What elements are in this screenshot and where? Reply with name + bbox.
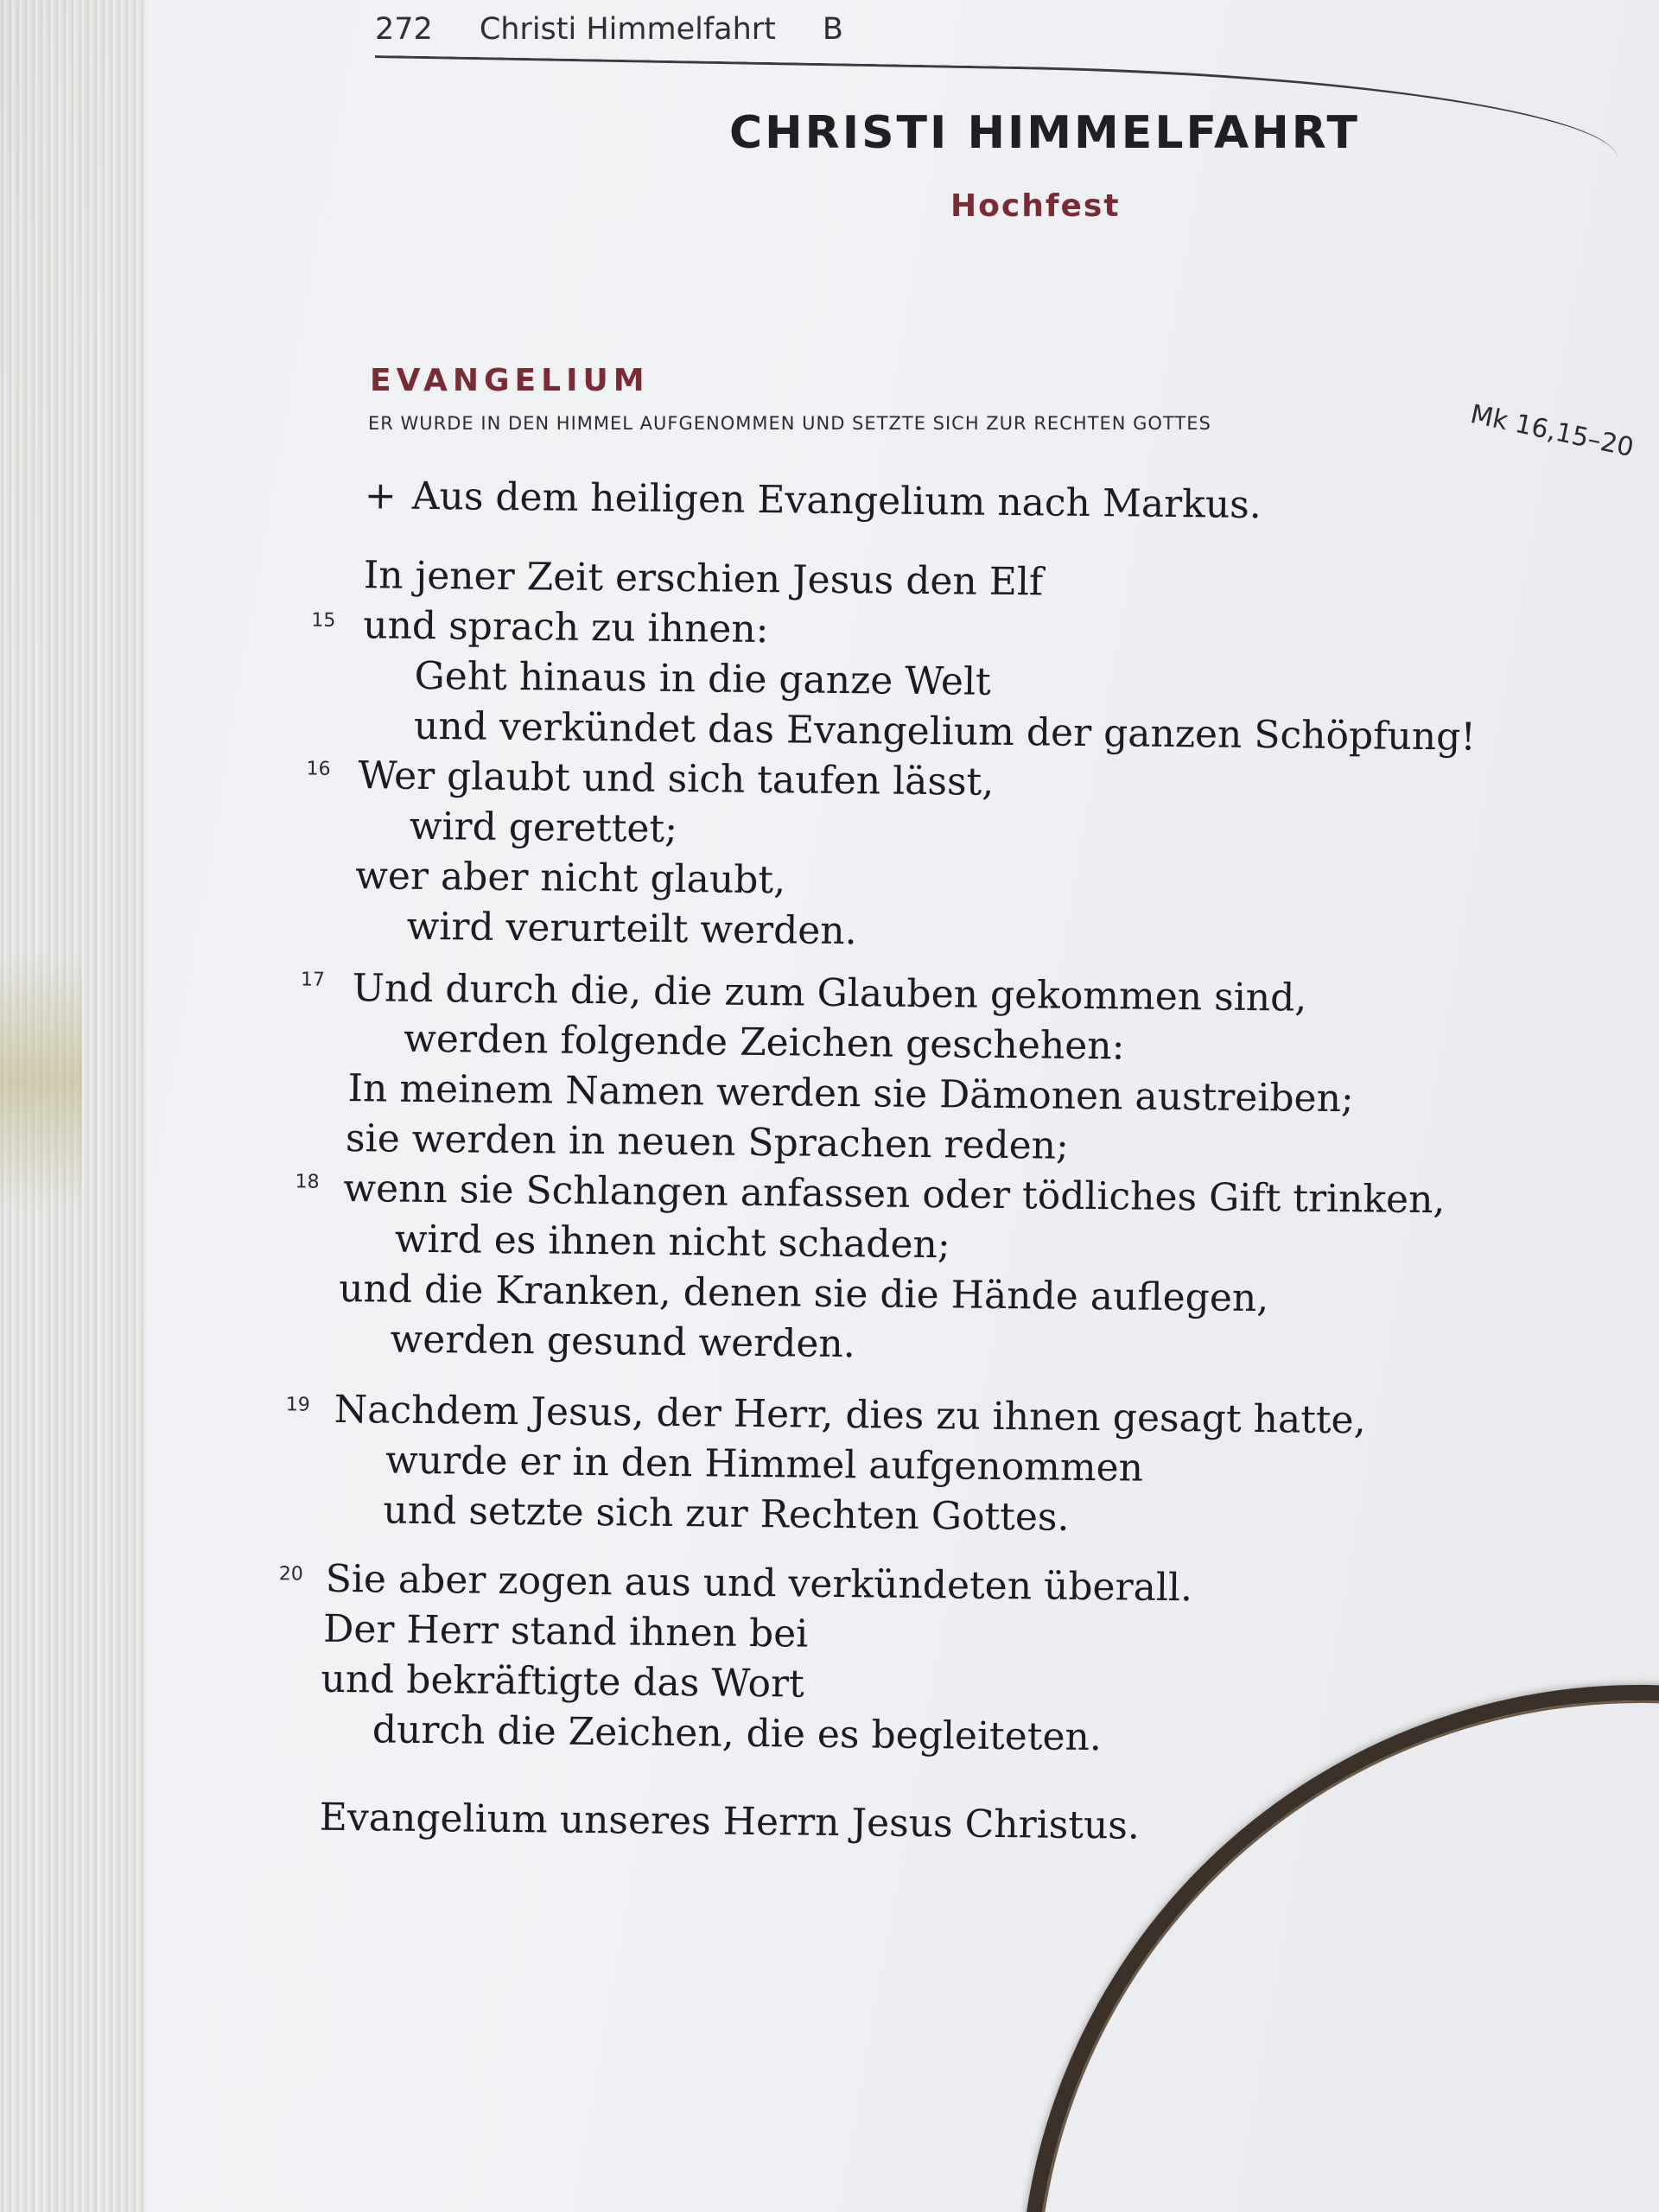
verse-line: Der Herr stand ihnen bei xyxy=(322,1606,809,1656)
verse-line: Nachdem Jesus, der Herr, dies zu ihnen gesagt hatte, xyxy=(334,1387,1366,1443)
verse-line: Sie aber zogen aus und verkündeten überall. xyxy=(325,1556,1193,1611)
page-number: 272 xyxy=(375,12,433,47)
verse-line: wenn sie Schlangen anfassen oder tödliches Gift trinken, xyxy=(343,1166,1446,1223)
section-heading: EVANGELIUM xyxy=(370,363,650,398)
verse-line: und sprach zu ihnen: xyxy=(363,603,769,652)
page-title: CHRISTI HIMMELFAHRT xyxy=(729,107,1360,159)
verse-number: 17 xyxy=(300,969,326,991)
verse-line: sie werden in neuen Sprachen reden; xyxy=(345,1116,1070,1168)
verse-line: Geht hinaus in die ganze Welt xyxy=(414,653,992,704)
verse-line: und bekräftigte das Wort xyxy=(321,1656,805,1707)
verse-line: wurde er in den Himmel aufgenommen xyxy=(385,1438,1144,1491)
verse-line: und verkündet das Evangelium der ganzen Schöpfung! xyxy=(413,703,1477,760)
verse-number: 18 xyxy=(295,1171,320,1193)
verse-line: durch die Zeichen, die es begleiteten. xyxy=(372,1707,1103,1760)
scripture-reference: Mk 16,15–20 xyxy=(1467,399,1637,464)
verse-line: Wer glaubt und sich taufen lässt, xyxy=(358,753,995,804)
verse-line: wird verurteilt werden. xyxy=(406,904,857,954)
page-subtitle: Hochfest xyxy=(950,188,1121,224)
verse-line: Und durch die, die zum Glauben gekommen sind, xyxy=(352,966,1307,1020)
verse-line: In meinem Namen werden sie Dämonen austreiben; xyxy=(347,1066,1355,1122)
verse-line: werden folgende Zeichen geschehen: xyxy=(404,1016,1125,1069)
verse-line: wird es ihnen nicht schaden; xyxy=(394,1217,950,1268)
verse-number: 15 xyxy=(311,609,336,632)
verse-line: In jener Zeit erschien Jesus den Elf xyxy=(363,553,1044,605)
cross-icon: + xyxy=(364,474,397,518)
verse-number: 16 xyxy=(306,758,331,780)
running-title: Christi Himmelfahrt xyxy=(479,12,776,47)
intro-text: Aus dem heiligen Evangelium nach Markus. xyxy=(411,474,1262,528)
verse-line: und setzte sich zur Rechten Gottes. xyxy=(383,1488,1070,1540)
verse-number: 20 xyxy=(278,1563,303,1586)
verse-line: und die Kranken, denen sie die Hände auflegen, xyxy=(338,1266,1269,1321)
gospel-closing: Evangelium unseres Herrn Jesus Christus. xyxy=(319,1795,1141,1848)
year-cycle: B xyxy=(822,12,843,47)
verse-line: wer aber nicht glaubt, xyxy=(354,854,786,903)
verse-number: 19 xyxy=(285,1394,310,1416)
gospel-intro xyxy=(365,474,1262,527)
section-summary: ER WURDE IN DEN HIMMEL AUFGENOMMEN UND SETZTE SICH ZUR RECHTEN GOTTES xyxy=(368,413,1211,434)
verse-line: werden gesund werden. xyxy=(390,1317,856,1367)
verse-line: wird gerettet; xyxy=(409,804,678,852)
